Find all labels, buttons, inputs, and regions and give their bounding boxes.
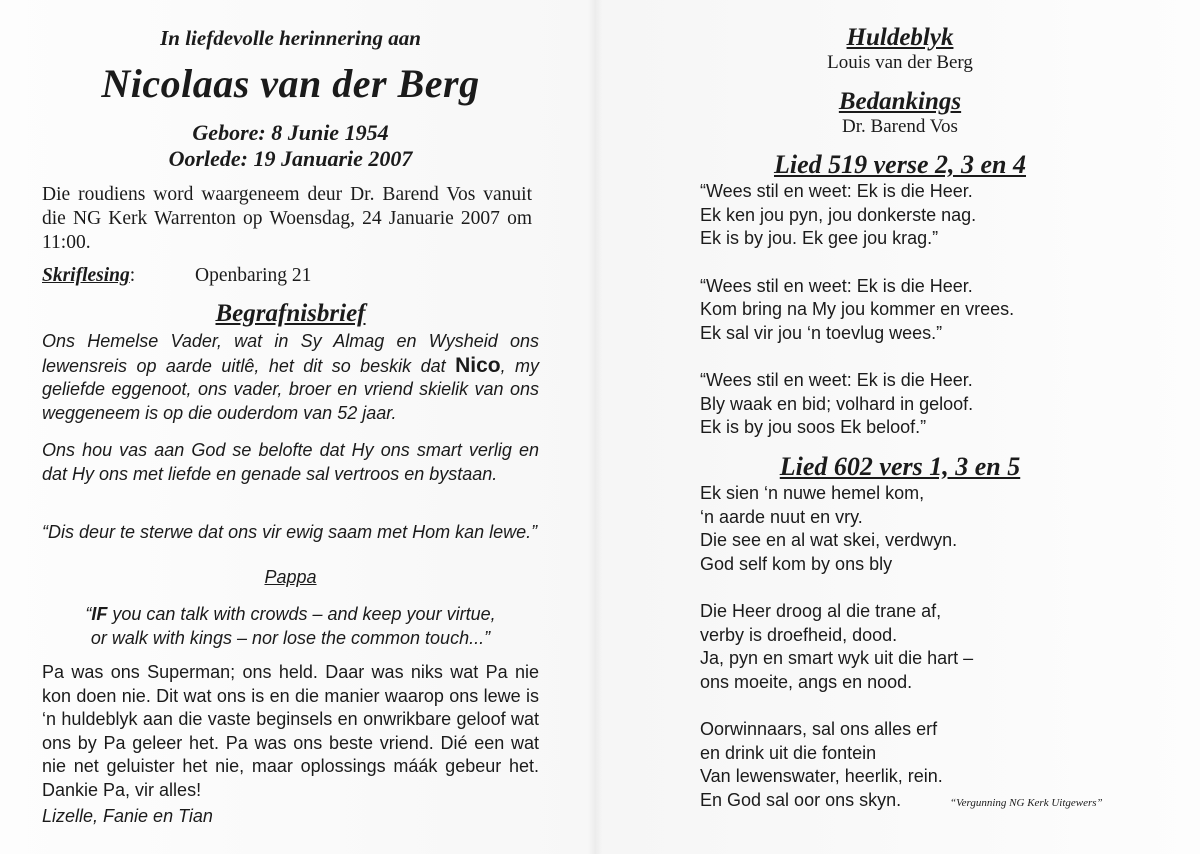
obituary-paragraph-3: “Dis deur te sterwe dat ons vir ewig saam met Hom kan lewe.” xyxy=(42,522,538,542)
hymn-line: Ek sien ‘n nuwe hemel kom, xyxy=(700,483,925,503)
thanks-section xyxy=(700,88,1100,138)
poem-quote-text-1: you can talk with crowds – and keep your virtue, xyxy=(107,604,496,624)
hymn-line: “Wees stil en weet: Ek is die Heer. xyxy=(700,275,973,296)
hymn-line: Ja, pyn en smart wyk uit die hart – xyxy=(700,648,974,668)
poem-quote-line-2: or walk with kings – nor lose the common touch...” xyxy=(90,628,491,648)
deceased-name: Nicolaas van der Berg xyxy=(101,61,480,106)
scripture-reading xyxy=(42,265,539,287)
hymn-line: Oorwinnaars, sal ons alles erf xyxy=(700,719,938,739)
hymn-519-stanza xyxy=(700,275,1100,346)
hymn-line: “Wees stil en weet: Ek is die Heer. xyxy=(700,181,973,201)
family-signature: Lizelle, Fanie en Tian xyxy=(42,806,213,826)
obituary-paragraph-2: Ons hou vas aan God se belofte dat Hy ons smart verlig en dat Hy ons met liefde en genade sal vertroos en bystaan. xyxy=(42,440,539,484)
obituary-text-before: Ons Hemelse Vader, wat in Sy Almag en Wysheid ons lewensreis op aarde uitlê, het dit so beskik dat xyxy=(42,331,539,376)
poem-quote xyxy=(42,602,539,650)
hymn-519-section xyxy=(700,150,1100,440)
birth-date: Gebore: 8 Junie 1954 xyxy=(192,120,389,145)
family-tribute-paragraph: Pa was ons Superman; ons held. Daar was niks wat Pa nie kon doen nie. Dit wat ons is en die manier waarop ons lewe is ‘n huldeblyk aan die vaste beginsels en onwrikbare geloof wat ons by Pa geleer het. Pa was ons beste vriend. Dié een wat nie net geluister het nie, maar oplossings máák gebeur het. Dankie Pa, vir alles! xyxy=(42,662,539,800)
hymn-line: En God sal oor ons skyn. xyxy=(700,789,902,810)
hymn-line: Van lewenswater, heerlik, rein. xyxy=(700,766,943,786)
hymn-line: Bly waak en bid; volhard in geloof. xyxy=(700,393,974,414)
dates-block xyxy=(42,120,539,172)
service-details: Die roudiens word waargeneem deur Dr. Barend Vos vanuit die NG Kerk Warrenton op Woensdag, 24 Januarie 2007 om 11:00. xyxy=(42,184,532,253)
thanks-speaker: Dr. Barend Vos xyxy=(842,116,958,137)
hymn-602-section xyxy=(700,452,1100,812)
hymn-602-stanza xyxy=(700,600,1100,694)
obituary-text-after: , my geliefde eggenoot, ons vader, broer en vriend skielik van ons weggeneem is op die ouderdom van 52 jaar. xyxy=(42,355,540,423)
hymn-line: Die Heer droog al die trane af, xyxy=(700,601,942,621)
poem-quote-line-1 xyxy=(42,602,539,626)
obituary-paragraph-1 xyxy=(42,330,539,425)
scripture-colon: : xyxy=(129,265,136,286)
obituary-nickname: Nico xyxy=(455,353,501,377)
intro-line: In liefdevolle herinnering aan xyxy=(160,26,421,50)
hymn-line: ‘n aarde nuut en vry. xyxy=(700,506,863,527)
hymn-line: verby is droefheid, dood. xyxy=(700,624,898,645)
poem-quote-if: IF xyxy=(91,604,108,624)
publisher-credit: “Vergunning NG Kerk Uitgewers” xyxy=(950,797,1103,809)
hymn-519-stanza xyxy=(700,369,1100,440)
hymn-line: Ek is by jou soos Ek beloof.” xyxy=(700,417,927,437)
hymn-line: en drink uit die fontein xyxy=(700,742,877,763)
hymn-line: Kom bring na My jou kommer en vrees. xyxy=(700,299,1015,319)
thanks-heading: Bedankings xyxy=(838,88,962,115)
hymn-line: Ek ken jou pyn, jou donkerste nag. xyxy=(700,204,977,225)
hymn-line: God self kom by ons bly xyxy=(700,553,893,574)
hymn-line: Die see en al wat skei, verdwyn. xyxy=(700,530,958,550)
scripture-label: Skriflesing xyxy=(42,265,130,286)
tribute-speaker: Louis van der Berg xyxy=(827,52,973,73)
hymn-602-heading: Lied 602 vers 1, 3 en 5 xyxy=(779,452,1021,481)
hymn-519-stanza xyxy=(700,180,1100,251)
poem-quote-open: “ xyxy=(85,604,92,624)
hymn-line: “Wees stil en weet: Ek is die Heer. xyxy=(700,370,973,390)
hymn-line: Ek is by jou. Ek gee jou krag.” xyxy=(700,228,939,248)
hymn-519-heading: Lied 519 verse 2, 3 en 4 xyxy=(773,150,1026,179)
tribute-heading: Huldeblyk xyxy=(846,24,954,51)
obituary-heading: Begrafnisbrief xyxy=(215,300,366,327)
death-date: Oorlede: 19 Januarie 2007 xyxy=(168,146,413,171)
tribute-section xyxy=(700,24,1100,74)
hymn-line: ons moeite, angs en nood. xyxy=(700,671,913,692)
hymn-602-stanza xyxy=(700,482,1100,576)
quote-attribution: Pappa xyxy=(264,567,317,587)
hymn-line: Ek sal vir jou ‘n toevlug wees.” xyxy=(700,322,943,343)
scripture-value: Openbaring 21 xyxy=(195,265,312,286)
